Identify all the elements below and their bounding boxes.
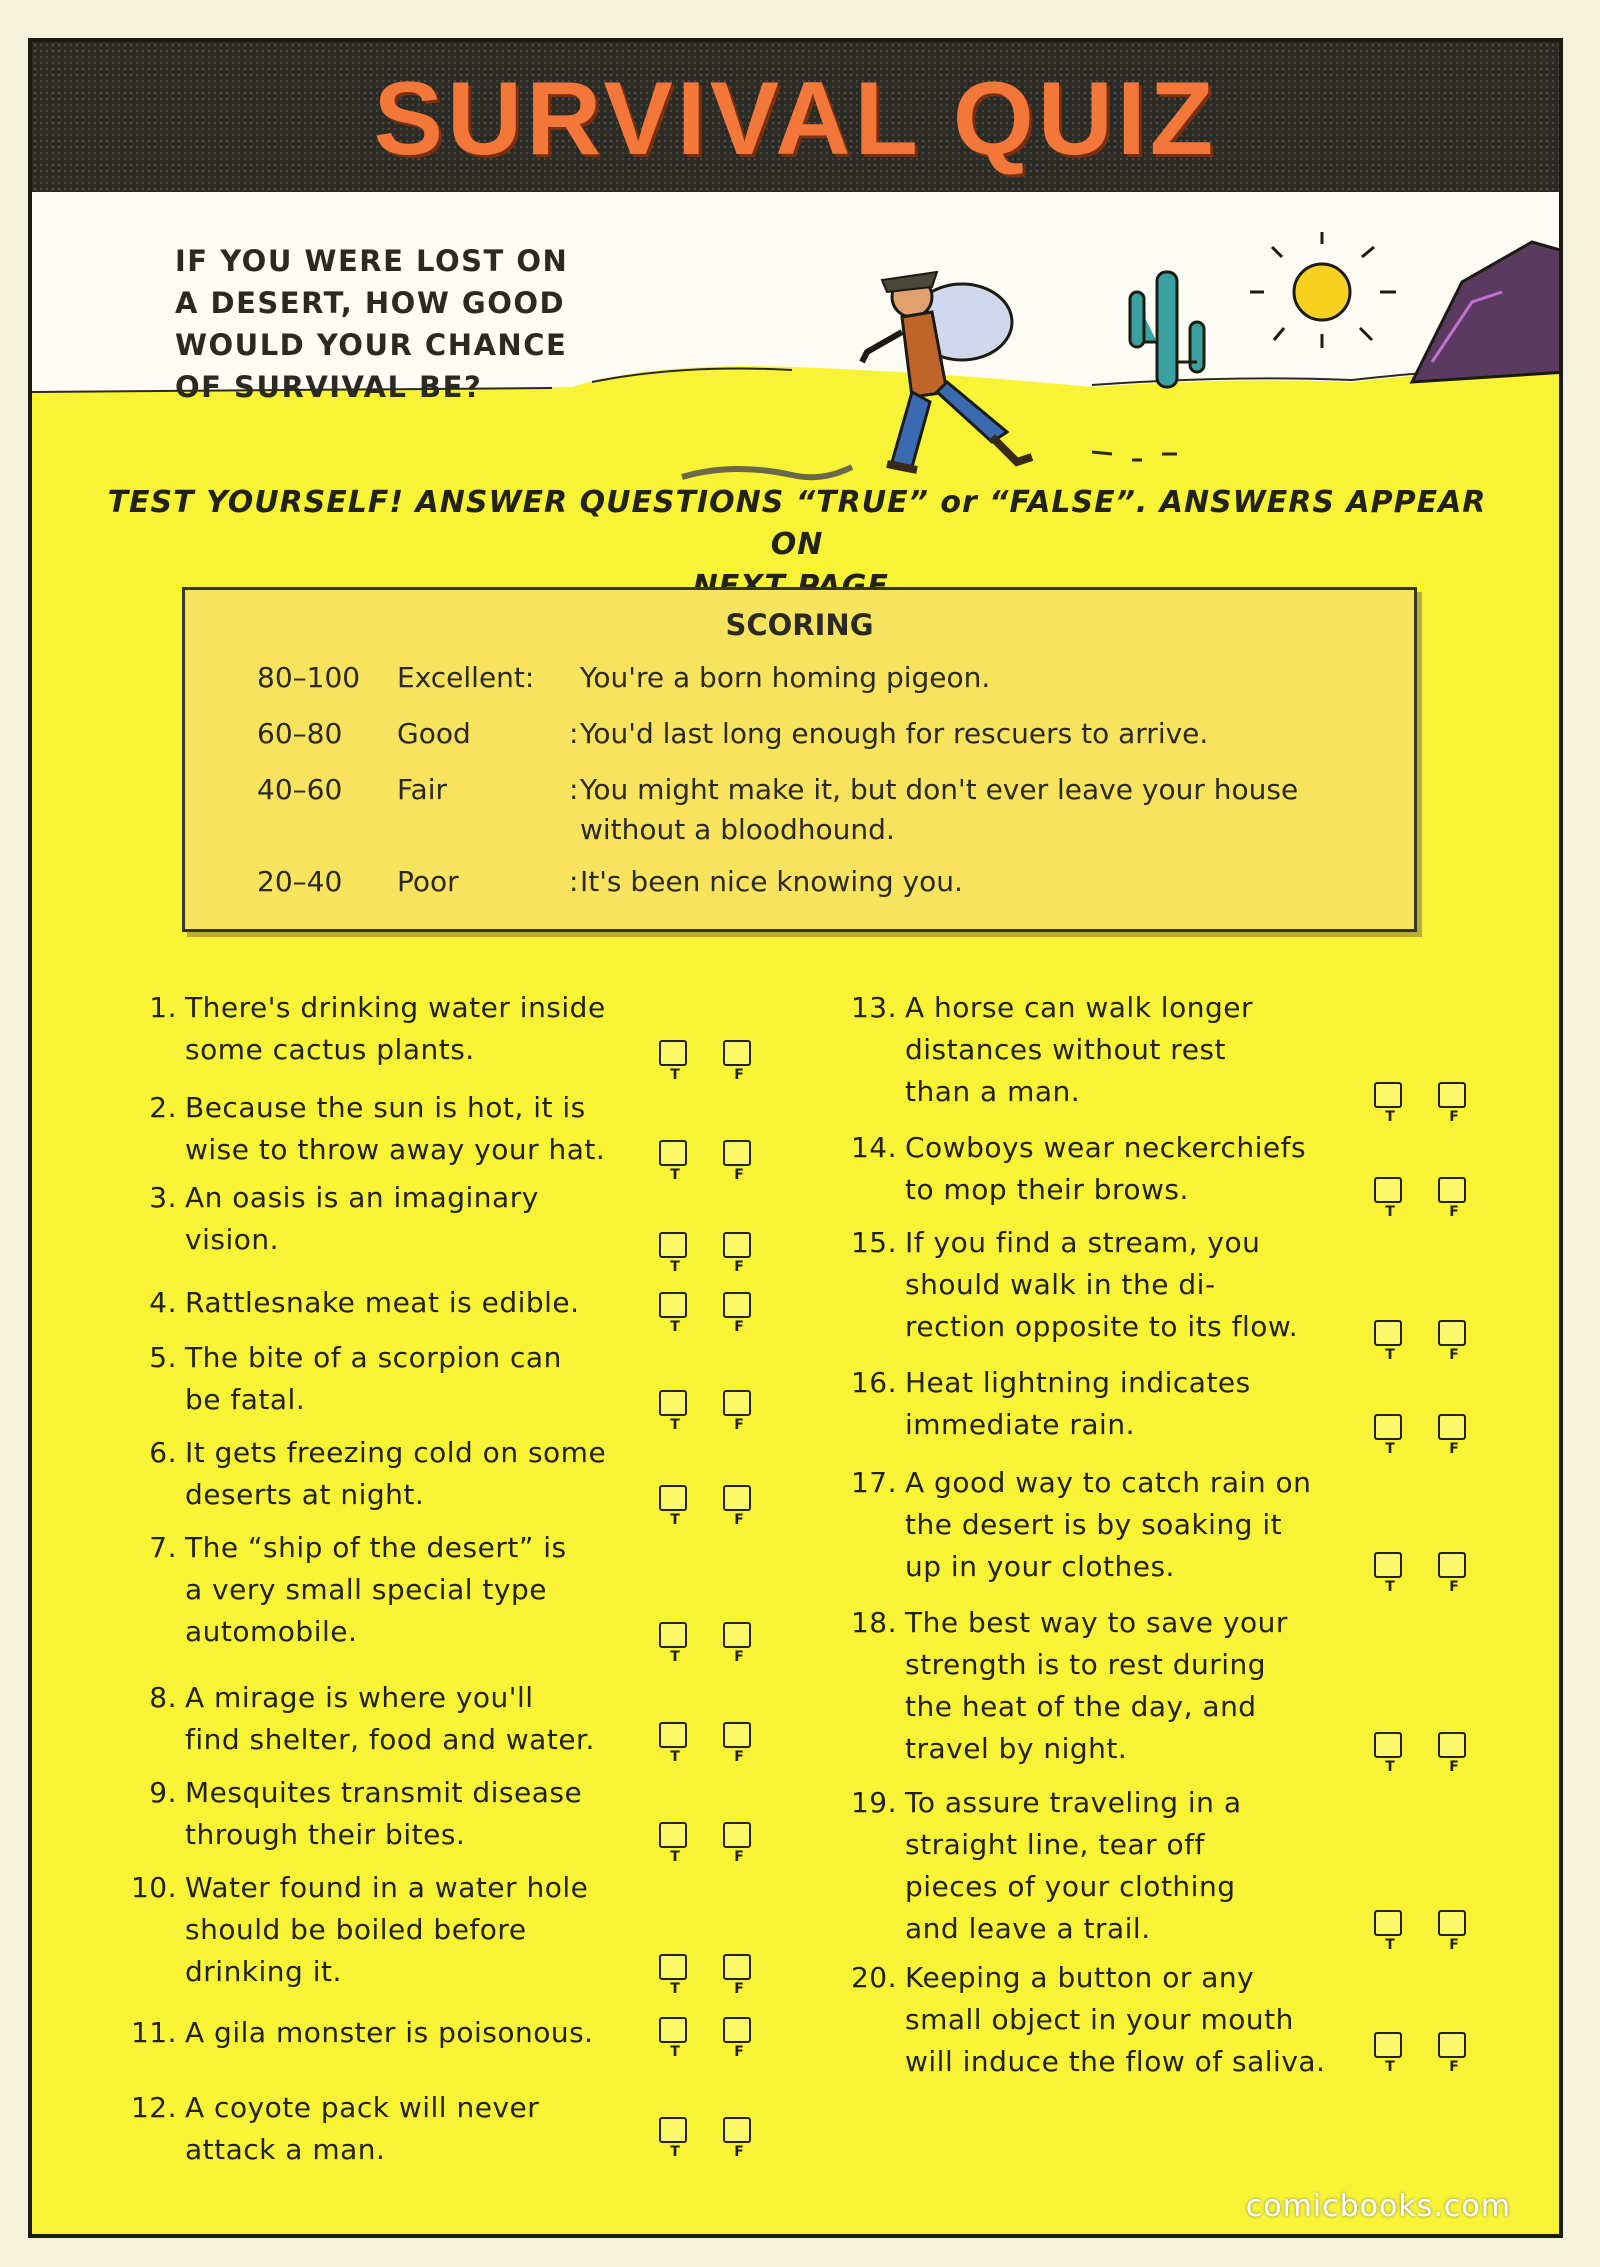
true-checkbox-label: T	[670, 1512, 680, 1528]
false-checkbox[interactable]	[1438, 1732, 1466, 1758]
false-checkbox-group	[1436, 1414, 1472, 1466]
false-checkbox-label: F	[734, 1981, 744, 1997]
false-checkbox[interactable]	[1438, 1552, 1466, 1578]
answer-checkboxes	[657, 1954, 767, 2006]
question-number: 16.	[850, 1366, 897, 1399]
false-checkbox-group	[1436, 2032, 1472, 2084]
question-number: 7.	[149, 1531, 177, 1564]
scoring-box	[182, 587, 1417, 932]
false-checkbox[interactable]	[723, 1485, 751, 1511]
true-checkbox-group	[1372, 1414, 1408, 1466]
true-checkbox-label: T	[670, 1319, 680, 1335]
answer-checkboxes	[657, 1390, 767, 1442]
question-number: 4.	[149, 1286, 177, 1319]
question-number: 15.	[850, 1226, 897, 1259]
score-grade: Poor	[397, 865, 459, 898]
question-text: A good way to catch rain on the desert is by soaking it up in your clothes.	[905, 1466, 1312, 1583]
score-colon: :	[569, 717, 579, 750]
true-checkbox[interactable]	[1374, 2032, 1402, 2058]
true-checkbox-group	[657, 2017, 693, 2069]
answer-checkboxes	[657, 1140, 767, 1192]
answer-checkboxes	[1372, 2032, 1482, 2084]
false-checkbox-group	[1436, 1320, 1472, 1372]
question-text: Mesquites transmit disease through their bites.	[185, 1776, 583, 1851]
false-checkbox-group	[721, 1390, 757, 1442]
false-checkbox-label: F	[1449, 1204, 1459, 1220]
false-checkbox-group	[721, 1485, 757, 1537]
false-checkbox[interactable]	[1438, 2032, 1466, 2058]
true-checkbox[interactable]	[659, 1390, 687, 1416]
question-number: 10.	[130, 1871, 177, 1904]
answer-checkboxes	[1372, 1082, 1482, 1134]
score-range: 20–40	[257, 865, 343, 898]
true-checkbox-label: T	[670, 1259, 680, 1275]
false-checkbox-group	[721, 1822, 757, 1874]
true-checkbox-label: T	[1385, 2059, 1395, 2075]
true-checkbox-group	[1372, 1732, 1408, 1784]
true-checkbox-group	[657, 1040, 693, 1092]
true-checkbox-label: T	[1385, 1759, 1395, 1775]
question-number: 5.	[149, 1341, 177, 1374]
true-checkbox-label: T	[1385, 1204, 1395, 1220]
score-description: It's been nice knowing you.	[580, 865, 963, 898]
instructions-line-1: TEST YOURSELF! ANSWER QUESTIONS “TRUE” or “FALSE”. ANSWERS APPEAR ON	[107, 485, 1487, 562]
true-checkbox[interactable]	[659, 1822, 687, 1848]
false-checkbox-label: F	[734, 1849, 744, 1865]
question-text: It gets freezing cold on some deserts at night.	[185, 1436, 607, 1511]
true-checkbox[interactable]	[1374, 1320, 1402, 1346]
false-checkbox-label: F	[734, 1749, 744, 1765]
score-range: 40–60	[257, 773, 343, 806]
true-checkbox-label: T	[1385, 1937, 1395, 1953]
false-checkbox-group	[1436, 1910, 1472, 1962]
false-checkbox[interactable]	[723, 1140, 751, 1166]
question-text: To assure traveling in a straight line, tear off pieces of your clothing and leave a trail.	[905, 1786, 1242, 1945]
true-checkbox-label: T	[670, 1981, 680, 1997]
true-checkbox[interactable]	[659, 2017, 687, 2043]
answer-checkboxes	[657, 2117, 767, 2169]
question-number: 20.	[850, 1961, 897, 1994]
true-checkbox-label: T	[670, 2144, 680, 2160]
false-checkbox[interactable]	[723, 1622, 751, 1648]
question-text: Keeping a button or any small object in your mouth will induce the flow of saliva.	[905, 1961, 1326, 2078]
true-checkbox-group	[1372, 1320, 1408, 1372]
false-checkbox-label: F	[1449, 1109, 1459, 1125]
score-range: 60–80	[257, 717, 343, 750]
score-description: You might make it, but don't ever leave your house without a bloodhound.	[580, 773, 1299, 846]
question-number: 12.	[130, 2091, 177, 2124]
true-checkbox-label: T	[670, 1417, 680, 1433]
true-checkbox[interactable]	[659, 1040, 687, 1066]
score-grade: Fair	[397, 773, 447, 806]
false-checkbox-label: F	[734, 1417, 744, 1433]
false-checkbox-label: F	[1449, 1441, 1459, 1457]
false-checkbox[interactable]	[723, 1722, 751, 1748]
true-checkbox-group	[657, 1232, 693, 1284]
false-checkbox[interactable]	[1438, 1414, 1466, 1440]
score-description: You'd last long enough for rescuers to arrive.	[580, 717, 1209, 750]
false-checkbox-label: F	[1449, 1759, 1459, 1775]
answer-checkboxes	[657, 2017, 767, 2069]
true-checkbox[interactable]	[659, 1722, 687, 1748]
true-checkbox-group	[1372, 1552, 1408, 1604]
true-checkbox[interactable]	[659, 1485, 687, 1511]
true-checkbox-label: T	[1385, 1109, 1395, 1125]
true-checkbox-group	[657, 1485, 693, 1537]
false-checkbox-label: F	[734, 1319, 744, 1335]
question-number: 2.	[149, 1091, 177, 1124]
intro-question: IF YOU WERE LOST ON A DESERT, HOW GOOD WOULD YOUR CHANCE OF SURVIVAL BE?	[175, 244, 569, 404]
true-checkbox[interactable]	[1374, 1414, 1402, 1440]
true-checkbox[interactable]	[1374, 1552, 1402, 1578]
true-checkbox-label: T	[670, 1067, 680, 1083]
false-checkbox-group	[721, 1232, 757, 1284]
true-checkbox-label: T	[670, 1649, 680, 1665]
answer-checkboxes	[657, 1485, 767, 1537]
answer-checkboxes	[657, 1822, 767, 1874]
false-checkbox[interactable]	[723, 1954, 751, 1980]
false-checkbox-group	[721, 2117, 757, 2169]
true-checkbox-group	[1372, 2032, 1408, 2084]
question-number: 13.	[850, 991, 897, 1024]
false-checkbox-group	[721, 2017, 757, 2069]
true-checkbox[interactable]	[659, 1232, 687, 1258]
question-text: Heat lightning indicates immediate rain.	[905, 1366, 1251, 1441]
true-checkbox-label: T	[1385, 1347, 1395, 1363]
false-checkbox[interactable]	[723, 1292, 751, 1318]
answer-checkboxes	[1372, 1552, 1482, 1604]
watermark: comicbooks.com	[1245, 2189, 1511, 2224]
score-range: 80–100	[257, 661, 361, 694]
false-checkbox-label: F	[1449, 1579, 1459, 1595]
false-checkbox-group	[1436, 1552, 1472, 1604]
false-checkbox[interactable]	[1438, 1320, 1466, 1346]
false-checkbox-group	[721, 1622, 757, 1674]
question-text: Cowboys wear neckerchiefs to mop their brows.	[905, 1131, 1307, 1206]
question-text: A horse can walk longer distances without rest than a man.	[905, 991, 1253, 1108]
true-checkbox-group	[657, 1390, 693, 1442]
question-text: The “ship of the desert” is a very small special type automobile.	[185, 1531, 567, 1648]
answer-checkboxes	[1372, 1732, 1482, 1784]
true-checkbox-label: T	[670, 1849, 680, 1865]
false-checkbox[interactable]	[723, 2117, 751, 2143]
true-checkbox[interactable]	[659, 1622, 687, 1648]
false-checkbox-label: F	[734, 1067, 744, 1083]
true-checkbox-label: T	[1385, 1579, 1395, 1595]
true-checkbox[interactable]	[1374, 1082, 1402, 1108]
scoring-title: SCORING	[725, 608, 874, 642]
false-checkbox-group	[721, 1722, 757, 1774]
false-checkbox-group	[721, 1140, 757, 1192]
false-checkbox-label: F	[734, 2144, 744, 2160]
question-number: 6.	[149, 1436, 177, 1469]
false-checkbox-group	[1436, 1177, 1472, 1229]
question-text: There's drinking water inside some cactus plants.	[185, 991, 606, 1066]
question-number: 14.	[850, 1131, 897, 1164]
false-checkbox-label: F	[1449, 1937, 1459, 1953]
question-text: A mirage is where you'll find shelter, food and water.	[185, 1681, 595, 1756]
true-checkbox-group	[657, 1722, 693, 1774]
score-colon: :	[569, 773, 579, 806]
answer-checkboxes	[657, 1040, 767, 1092]
question-text: Rattlesnake meat is edible.	[185, 1286, 580, 1319]
true-checkbox-group	[657, 1292, 693, 1344]
true-checkbox[interactable]	[659, 1292, 687, 1318]
true-checkbox-group	[1372, 1082, 1408, 1134]
false-checkbox-group	[721, 1040, 757, 1092]
true-checkbox[interactable]	[1374, 1732, 1402, 1758]
answer-checkboxes	[657, 1292, 767, 1344]
false-checkbox[interactable]	[723, 1390, 751, 1416]
question-text: The best way to save your strength is to rest during the heat of the day, and travel by night.	[905, 1606, 1288, 1765]
quiz-page	[28, 38, 1563, 2238]
score-colon: :	[569, 865, 579, 898]
question-number: 19.	[850, 1786, 897, 1819]
false-checkbox-group	[721, 1954, 757, 2006]
false-checkbox-label: F	[734, 1649, 744, 1665]
page-title: SURVIVAL QUIZ	[373, 61, 1218, 177]
title-banner	[32, 42, 1559, 195]
false-checkbox-group	[721, 1292, 757, 1344]
false-checkbox[interactable]	[723, 2017, 751, 2043]
true-checkbox-group	[657, 1140, 693, 1192]
false-checkbox[interactable]	[1438, 1177, 1466, 1203]
question-text: A coyote pack will never attack a man.	[185, 2091, 540, 2166]
false-checkbox-label: F	[734, 2044, 744, 2060]
answer-checkboxes	[657, 1722, 767, 1774]
question-text: Because the sun is hot, it is wise to throw away your hat.	[185, 1091, 606, 1166]
question-number: 17.	[850, 1466, 897, 1499]
false-checkbox[interactable]	[723, 1232, 751, 1258]
false-checkbox-group	[1436, 1082, 1472, 1134]
question-number: 9.	[149, 1776, 177, 1809]
true-checkbox-label: T	[670, 1749, 680, 1765]
false-checkbox[interactable]	[1438, 1910, 1466, 1936]
score-grade: Excellent:	[397, 661, 535, 694]
question-number: 11.	[130, 2016, 177, 2049]
question-text: Water found in a water hole should be boiled before drinking it.	[185, 1871, 589, 1988]
answer-checkboxes	[1372, 1910, 1482, 1962]
true-checkbox[interactable]	[659, 2117, 687, 2143]
question-number: 18.	[850, 1606, 897, 1639]
answer-checkboxes	[657, 1232, 767, 1284]
answer-checkboxes	[657, 1622, 767, 1674]
true-checkbox-group	[657, 1622, 693, 1674]
true-checkbox-group	[657, 2117, 693, 2169]
answer-checkboxes	[1372, 1320, 1482, 1372]
question-text: An oasis is an imaginary vision.	[185, 1181, 539, 1256]
question-text: The bite of a scorpion can be fatal.	[185, 1341, 562, 1416]
true-checkbox-group	[657, 1954, 693, 2006]
score-grade: Good	[397, 717, 471, 750]
true-checkbox-group	[657, 1822, 693, 1874]
false-checkbox-label: F	[1449, 1347, 1459, 1363]
rock-hill	[1412, 242, 1563, 382]
true-checkbox[interactable]	[1374, 1177, 1402, 1203]
question-text: A gila monster is poisonous.	[185, 2016, 594, 2049]
false-checkbox[interactable]	[723, 1822, 751, 1848]
false-checkbox-label: F	[734, 1167, 744, 1183]
true-checkbox-label: T	[1385, 1441, 1395, 1457]
true-checkbox[interactable]	[659, 1140, 687, 1166]
true-checkbox-group	[1372, 1910, 1408, 1962]
false-checkbox-label: F	[734, 1259, 744, 1275]
question-number: 3.	[149, 1181, 177, 1214]
true-checkbox[interactable]	[1374, 1910, 1402, 1936]
cactus-icon	[1130, 272, 1204, 387]
true-checkbox-label: T	[670, 2044, 680, 2060]
question-text: If you find a stream, you should walk in the di- rection opposite to its flow.	[905, 1226, 1299, 1343]
false-checkbox-label: F	[734, 1512, 744, 1528]
answer-checkboxes	[1372, 1177, 1482, 1229]
false-checkbox[interactable]	[1438, 1082, 1466, 1108]
false-checkbox-label: F	[1449, 2059, 1459, 2075]
false-checkbox[interactable]	[723, 1040, 751, 1066]
answer-checkboxes	[1372, 1414, 1482, 1466]
true-checkbox-label: T	[670, 1167, 680, 1183]
true-checkbox[interactable]	[659, 1954, 687, 1980]
question-number: 8.	[149, 1681, 177, 1714]
question-number: 1.	[149, 991, 177, 1024]
sun-icon	[1250, 232, 1396, 348]
score-description: You're a born homing pigeon.	[580, 661, 991, 694]
false-checkbox-group	[1436, 1732, 1472, 1784]
true-checkbox-group	[1372, 1177, 1408, 1229]
